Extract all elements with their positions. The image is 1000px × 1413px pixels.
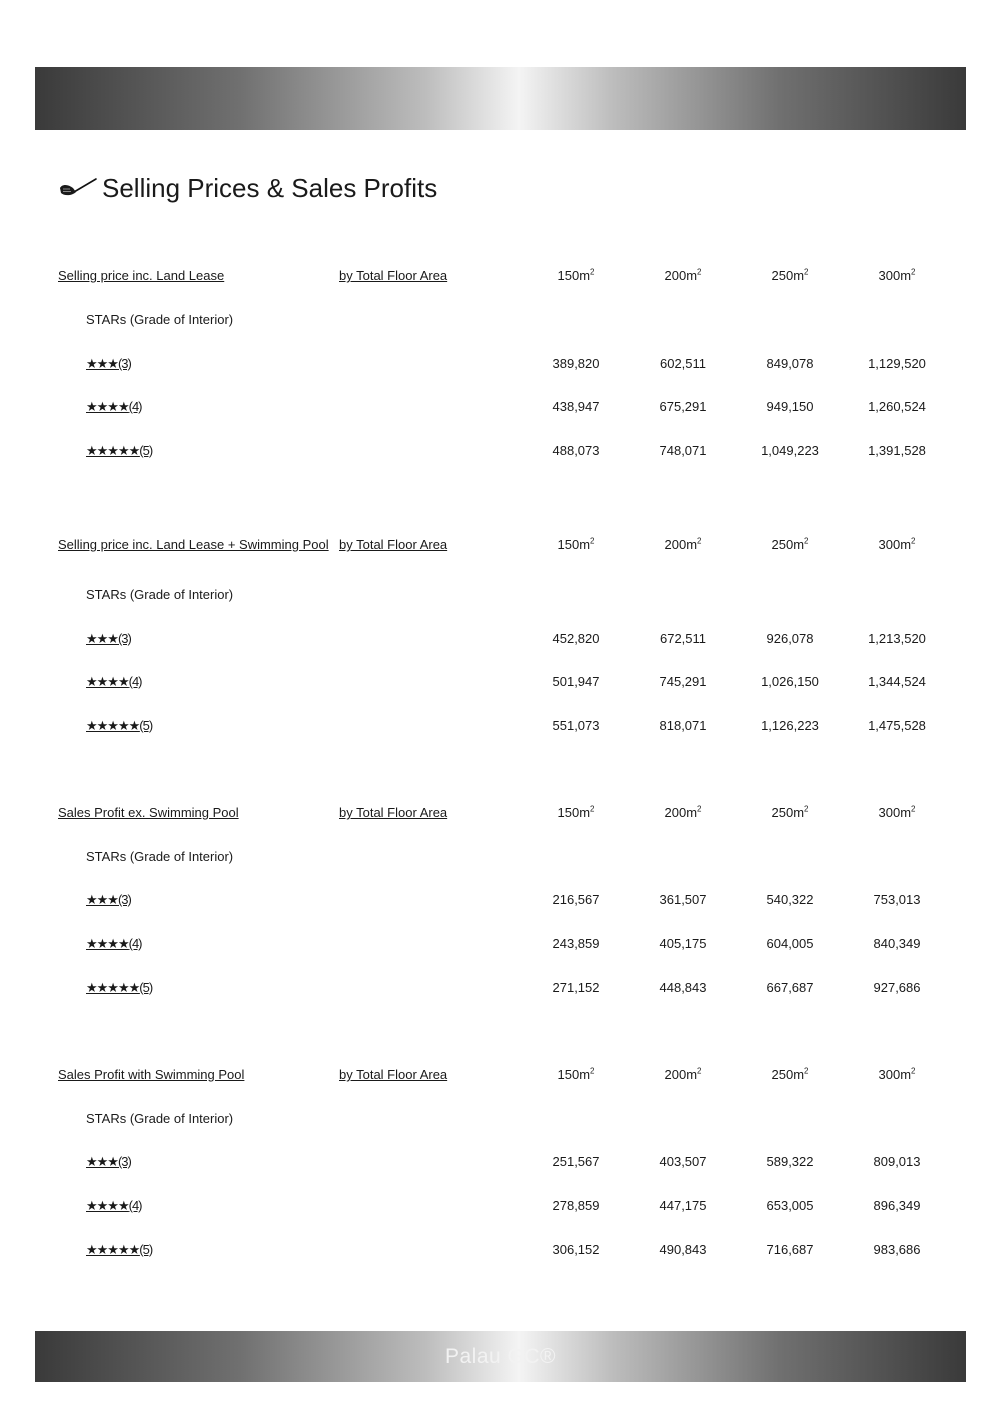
area-header: $250m^2$ [771, 804, 809, 820]
value-cell: 840,349 [873, 936, 921, 951]
value-cell: 278,859 [552, 1198, 600, 1213]
value-cell: 1,049,223 [761, 443, 819, 458]
table-row [0, 1196, 1000, 1216]
area-header: $250m^2$ [771, 536, 809, 552]
star-rating: ★★★(3) [86, 1154, 131, 1169]
table-row [0, 397, 1000, 417]
star-rating: ★★★★(4) [86, 674, 142, 689]
grade-label: STARs (Grade of Interior) [86, 849, 234, 864]
star-rating: ★★★★★(5) [86, 1242, 153, 1257]
star-rating: ★★★(3) [86, 892, 131, 907]
value-cell: 438,947 [552, 399, 600, 414]
by-floor-area-label: by Total Floor Area [339, 1067, 448, 1082]
section-header-row [0, 535, 1000, 555]
value-cell: 1,026,150 [761, 674, 819, 689]
value-cell: 1,391,528 [868, 443, 926, 458]
star-rating: ★★★★(4) [86, 1198, 142, 1213]
footer-brand: Palau GC® [444, 1345, 557, 1368]
value-cell: 748,071 [659, 443, 707, 458]
table-row [0, 629, 1000, 649]
star-rating: ★★★★★(5) [86, 718, 153, 733]
section-header-row [0, 1065, 1000, 1085]
value-cell: 1,260,524 [868, 399, 926, 414]
table-row [0, 354, 1000, 374]
area-header: $150m^2$ [557, 804, 595, 820]
table-row [0, 441, 1000, 461]
value-cell: 604,005 [766, 936, 814, 951]
area-header: $200m^2$ [664, 536, 702, 552]
star-rating: ★★★★(4) [86, 399, 142, 414]
value-cell: 896,349 [873, 1198, 921, 1213]
page-title: Selling Prices & Sales Profits [102, 172, 438, 203]
header-banner [35, 67, 966, 130]
table-row [0, 978, 1000, 998]
value-cell: 1,344,524 [868, 674, 926, 689]
value-cell: 675,291 [659, 399, 707, 414]
table-row [0, 1240, 1000, 1260]
table-row [0, 672, 1000, 692]
section-label: Selling price inc. Land Lease + Swimming Pool [58, 537, 329, 552]
star-rating: ★★★★(4) [86, 936, 142, 951]
section-header-row [0, 803, 1000, 823]
section-label: Sales Profit ex. Swimming Pool [58, 805, 239, 820]
area-header: $200m^2$ [664, 267, 702, 283]
value-cell: 361,507 [659, 892, 707, 907]
value-cell: 926,078 [766, 631, 814, 646]
value-cell: 403,507 [659, 1154, 707, 1169]
value-cell: 216,567 [552, 892, 600, 907]
by-floor-area-label: by Total Floor Area [339, 537, 448, 552]
value-cell: 927,686 [873, 980, 921, 995]
grade-subheader [0, 585, 1000, 605]
value-cell: 1,129,520 [868, 356, 926, 371]
by-floor-area-label: by Total Floor Area [339, 268, 448, 283]
value-cell: 667,687 [766, 980, 814, 995]
area-header: $150m^2$ [557, 267, 595, 283]
grade-label: STARs (Grade of Interior) [86, 312, 234, 327]
value-cell: 447,175 [659, 1198, 707, 1213]
table-row [0, 934, 1000, 954]
area-header: $200m^2$ [664, 804, 702, 820]
section-label: Sales Profit with Swimming Pool [58, 1067, 245, 1082]
value-cell: 551,073 [552, 718, 600, 733]
area-header: $300m^2$ [878, 267, 916, 283]
value-cell: 405,175 [659, 936, 707, 951]
star-rating: ★★★(3) [86, 356, 131, 371]
area-header: $300m^2$ [878, 536, 916, 552]
value-cell: 306,152 [552, 1242, 600, 1257]
star-rating: ★★★(3) [86, 631, 131, 646]
area-header: $250m^2$ [771, 1066, 809, 1082]
area-header: $150m^2$ [557, 536, 595, 552]
value-cell: 653,005 [766, 1198, 814, 1213]
value-cell: 452,820 [552, 631, 600, 646]
value-cell: 389,820 [552, 356, 600, 371]
value-cell: 949,150 [766, 399, 814, 414]
grade-label: STARs (Grade of Interior) [86, 1111, 234, 1126]
value-cell: 501,947 [552, 674, 600, 689]
value-cell: 809,013 [873, 1154, 921, 1169]
table-row [0, 716, 1000, 736]
star-rating: ★★★★★(5) [86, 980, 153, 995]
table-row [0, 1152, 1000, 1172]
value-cell: 251,567 [552, 1154, 600, 1169]
value-cell: 540,322 [766, 892, 814, 907]
star-rating: ★★★★★(5) [86, 443, 153, 458]
value-cell: 753,013 [873, 892, 921, 907]
value-cell: 1,475,528 [868, 718, 926, 733]
grade-subheader [0, 310, 1000, 330]
value-cell: 589,322 [766, 1154, 814, 1169]
area-header: $150m^2$ [557, 1066, 595, 1082]
section-label: Selling price inc. Land Lease [58, 268, 225, 283]
value-cell: 271,152 [552, 980, 600, 995]
table-row [0, 890, 1000, 910]
value-cell: 983,686 [873, 1242, 921, 1257]
value-cell: 672,511 [659, 631, 707, 646]
area-header: $200m^2$ [664, 1066, 702, 1082]
value-cell: 602,511 [659, 356, 707, 371]
page-heading [58, 168, 437, 208]
grade-subheader [0, 847, 1000, 867]
section-header-row [0, 266, 1000, 286]
footer-banner [35, 1331, 966, 1382]
value-cell: 488,073 [552, 443, 600, 458]
grade-subheader [0, 1109, 1000, 1129]
value-cell: 1,126,223 [761, 718, 819, 733]
value-cell: 448,843 [659, 980, 707, 995]
value-cell: 1,213,520 [868, 631, 926, 646]
golf-club-icon [58, 175, 98, 201]
value-cell: 849,078 [766, 356, 814, 371]
grade-label: STARs (Grade of Interior) [86, 587, 234, 602]
area-header: $300m^2$ [878, 1066, 916, 1082]
value-cell: 716,687 [766, 1242, 814, 1257]
value-cell: 490,843 [659, 1242, 707, 1257]
area-header: $250m^2$ [771, 267, 809, 283]
area-header: $300m^2$ [878, 804, 916, 820]
value-cell: 818,071 [659, 718, 707, 733]
by-floor-area-label: by Total Floor Area [339, 805, 448, 820]
value-cell: 745,291 [659, 674, 707, 689]
value-cell: 243,859 [552, 936, 600, 951]
